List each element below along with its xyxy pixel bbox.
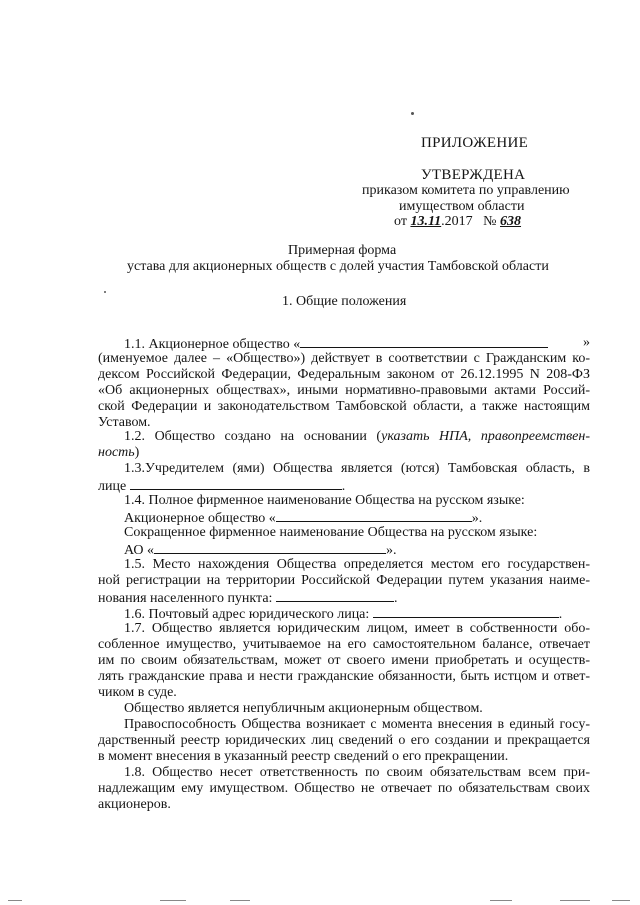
paragraph-nonpublic <box>98 701 590 717</box>
paragraph-line: 1.8. Общество несет ответственность по своим обязательствам всем при- <box>124 765 590 780</box>
paragraph-line: дексом Российской Федерации, Федеральным законом от 26.12.1995 N 208-ФЗ <box>98 367 590 382</box>
scan-mark <box>104 291 106 293</box>
paragraph-capacity <box>98 717 590 765</box>
paragraph-line: ной регистрации на территории Российской Федерации путем указания наиме- <box>98 573 590 588</box>
scan-mark <box>411 112 414 115</box>
p1-2-close: ) <box>134 445 140 460</box>
p1-3-start: лице <box>98 479 127 493</box>
p1-4-short-end: ». <box>386 543 397 557</box>
scan-artifact <box>8 900 22 901</box>
date-year: .2017 <box>441 214 473 229</box>
paragraph-line: 1.3.Учредителем (ями) Общества является (ются) Тамбовская область, в <box>124 461 590 476</box>
p1-5-end: . <box>393 591 398 605</box>
scan-artifact <box>560 900 590 901</box>
paragraph-line <box>98 589 590 605</box>
short-name-blank <box>154 541 386 554</box>
paragraph-1-6 <box>98 605 590 621</box>
p1-2-italic: указать НПА, правопреемствен- <box>381 429 590 444</box>
form-title: Примерная форма <box>288 243 397 258</box>
paragraph-line: дарственный реестр юридических лиц сведений о его создании и прекращается <box>98 733 590 748</box>
handwritten-number: 638 <box>500 214 522 229</box>
paragraph-line <box>98 335 590 351</box>
paragraph-line: им по своим обязательствам, может от своего имени приобретать и осуществ- <box>98 653 590 668</box>
paragraph-line: надлежащим ему имуществом. Общество не отвечает по обязательствам своих <box>98 781 590 796</box>
p1-3-end: . <box>341 479 346 493</box>
handwritten-date: 13.11 <box>410 214 442 229</box>
paragraph-line <box>98 541 590 557</box>
p1-2-text: 1.2. Общество создано на основании ( <box>124 429 382 444</box>
paragraph-line: «Об акционерных обществах», иными нормативно-правовыми актами Россий- <box>98 383 590 398</box>
p1-1-start: 1.1. Акционерное общество « <box>124 337 301 351</box>
number-prefix: № <box>483 214 497 229</box>
paragraph-line: акционеров. <box>98 797 171 812</box>
paragraph-1-3 <box>98 461 590 493</box>
paragraph-line <box>98 429 590 445</box>
scan-artifact <box>612 900 630 901</box>
paragraph-line: собленное имущество, учитываемое на его самостоятельном балансе, отвечает <box>98 637 590 652</box>
form-subtitle: устава для акционерных обществ с долей участия Тамбовской области <box>127 259 549 274</box>
order-line-1: приказом комитета по управлению <box>362 183 570 198</box>
p1-4-end: ». <box>471 511 483 525</box>
representative-blank <box>130 477 342 490</box>
p1-6-end: . <box>558 607 563 621</box>
postal-address-blank <box>373 605 559 618</box>
p1-6-start: 1.6. Почтовый адрес юридического лица: <box>124 607 370 621</box>
p1-2-italic-cont: ность <box>98 445 135 460</box>
paragraph-line: Уставом. <box>98 415 151 430</box>
date-prefix: от <box>394 214 407 229</box>
paragraph-1-2 <box>98 429 590 461</box>
locality-blank <box>276 589 394 602</box>
scan-artifact <box>230 900 250 901</box>
paragraph-1-5 <box>98 557 590 605</box>
paragraph-line: Правоспособность Общества возникает с момента внесения в единый госу- <box>124 717 590 732</box>
p1-1-end: » <box>583 335 590 350</box>
paragraph-line: Сокращенное фирменное наименование Общества на русском языке: <box>124 525 538 540</box>
paragraph-1-8 <box>98 765 590 813</box>
paragraph-line <box>98 477 590 493</box>
paragraph-line <box>98 509 590 525</box>
paragraph-line: 1.7. Общество является юридическим лицом, имеет в собственности обо- <box>124 621 590 636</box>
paragraph-1-4 <box>98 493 590 557</box>
p1-4-start: Акционерное общество « <box>124 511 276 525</box>
paragraph-line: (именуемое далее – «Общество») действует в соответствии с Гражданским ко- <box>98 351 590 366</box>
paragraph-line: 1.4. Полное фирменное наименование Общества на русском языке: <box>124 493 525 508</box>
scan-artifact <box>160 900 186 901</box>
scan-artifact <box>490 900 512 901</box>
company-name-blank <box>300 335 548 348</box>
p1-5-start: нования населенного пункта: <box>98 591 273 605</box>
p1-4-short-start: АО « <box>124 543 155 557</box>
appendix-label: ПРИЛОЖЕНИЕ <box>421 135 529 151</box>
paragraph-line <box>98 605 590 621</box>
paragraph-1-7 <box>98 621 590 701</box>
paragraph-line <box>98 445 590 461</box>
paragraph-line: лять гражданские права и нести гражданские обязанности, быть истцом и ответ- <box>98 669 590 684</box>
full-name-blank <box>276 509 472 522</box>
paragraph-line: в момент внесения в указанный реестр сведений о его прекращении. <box>98 749 509 764</box>
paragraph-line: чиком в суде. <box>98 685 177 700</box>
order-date-line <box>394 214 521 230</box>
section-heading: 1. Общие положения <box>282 294 407 309</box>
paragraph-line: ской Федерации и законодательством Тамбовской области, а также настоящим <box>98 399 590 414</box>
approved-label: УТВЕРЖДЕНА <box>421 167 526 183</box>
paragraph-1-1 <box>98 335 590 431</box>
paragraph-line: Общество является непубличным акционерным обществом. <box>124 701 483 716</box>
paragraph-line: 1.5. Место нахождения Общества определяется местом его государствен- <box>124 557 590 572</box>
order-line-2: имуществом области <box>399 199 525 214</box>
